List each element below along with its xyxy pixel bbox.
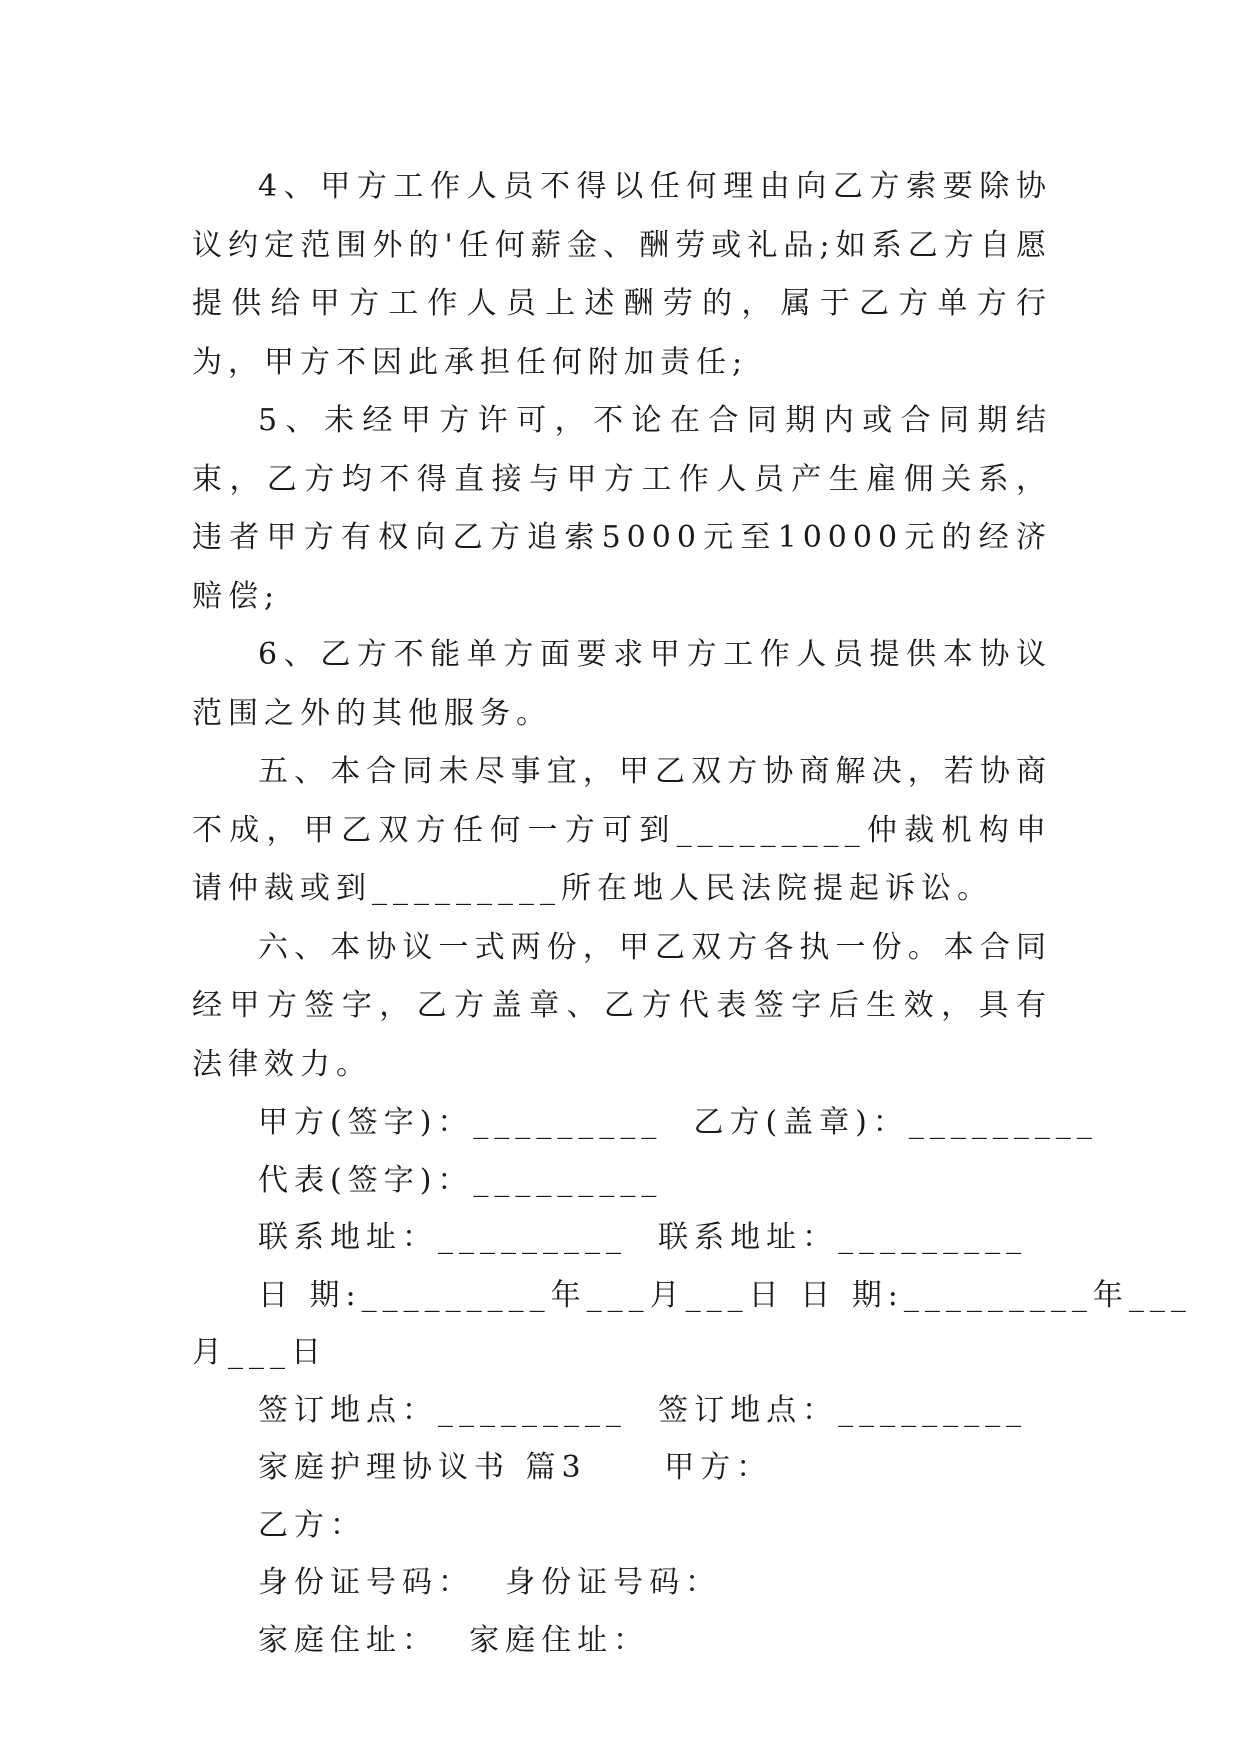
document-body	[192, 158, 1192, 1669]
party-b-line: 乙方：	[258, 1507, 366, 1543]
signature-representative-line: 代表(签字)：_________	[258, 1162, 663, 1198]
section-six: 六、本协议一式两份，甲乙双方各执一份。本合同经甲方签字，乙方盖章、乙方代表签字后生效，具有法律效力。	[192, 929, 1052, 1082]
contact-address-line: 联系地址：_________ 联系地址：_________	[258, 1220, 1028, 1255]
clause-5: 5、未经甲方许可，不论在合同期内或合同期结束，乙方均不得直接与甲方工作人员产生雇佣关系，违者甲方有权向乙方追索5000元至10000元的经济赔偿;	[192, 403, 1052, 614]
section-title-line: 家庭护理协议书 篇3 甲方：	[258, 1450, 773, 1485]
date-line: 日 期:_________年___月___日 日 期:_________年___	[258, 1277, 1192, 1313]
id-number-line: 身份证号码： 身份证号码：	[258, 1565, 722, 1600]
signature-party-line: 甲方(签字)：_________ 乙方(盖章)：_________	[258, 1105, 1098, 1140]
clause-6: 6、乙方不能单方面要求甲方工作人员提供本协议范围之外的其他服务。	[192, 637, 1052, 731]
section-five: 五、本合同未尽事宜，甲乙双方协商解决，若协商不成，甲乙双方任何一方可到_________仲裁机构申请仲裁或到_________所在地人民法院提起诉讼。	[192, 754, 1052, 906]
date-line-continued: 月___日	[192, 1335, 327, 1370]
home-address-line: 家庭住址： 家庭住址：	[258, 1622, 650, 1658]
signing-place-line: 签订地点：_________ 签订地点：_________	[258, 1392, 1028, 1428]
clause-4: 4、甲方工作人员不得以任何理由向乙方索要除协议约定范围外的'任何薪金、酬劳或礼品;如系乙方自愿提供给甲方工作人员上述酬劳的，属于乙方单方行为，甲方不因此承担任何附加责任;	[192, 169, 1052, 380]
